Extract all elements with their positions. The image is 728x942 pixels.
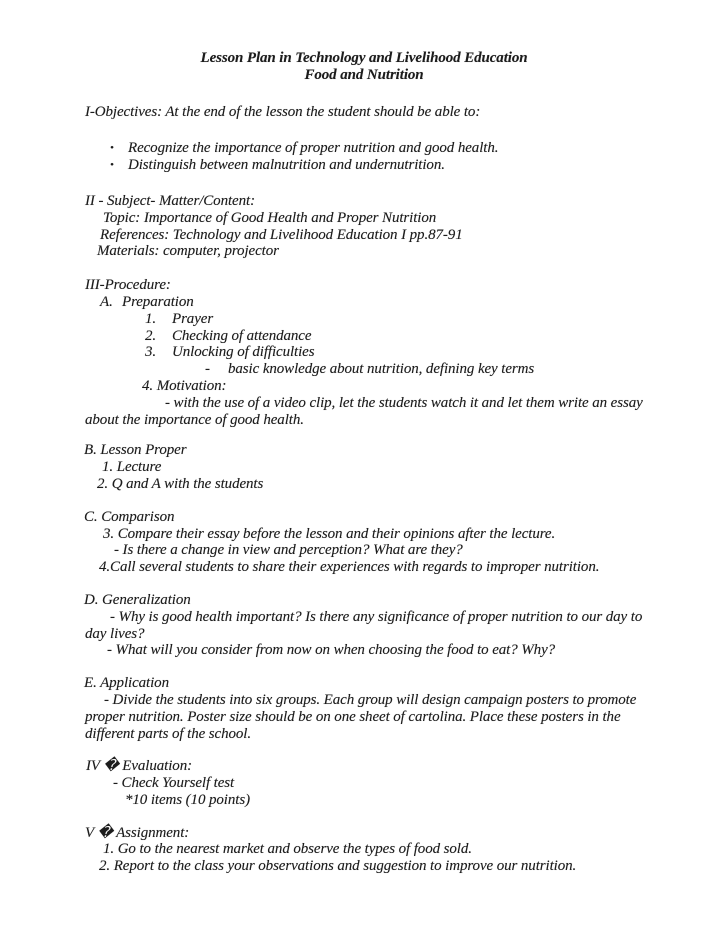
difficulties-note	[205, 361, 728, 378]
subject-materials-line: Materials: computer, projector	[97, 243, 279, 260]
application-heading: E. Application	[84, 675, 169, 692]
application-line: different parts of the school.	[85, 725, 252, 742]
application-line: proper nutrition. Poster size should be on one sheet of cartolina. Place these posters in the	[85, 708, 621, 725]
dash-marker: -	[205, 361, 210, 378]
generalization-line: - Why is good health important? Is there any significance of proper nutrition to our day to	[110, 608, 643, 625]
step-text: Unlocking of difficulties	[172, 344, 315, 361]
motivation-note-line1: - with the use of a video clip, let the students watch it and let them write an essay	[165, 394, 643, 411]
lesson-proper-heading: B. Lesson Proper	[84, 442, 187, 459]
generalization-line: - What will you consider from now on when choosing the food to eat? Why?	[107, 642, 556, 659]
comparison-heading: C. Comparison	[84, 508, 175, 525]
motivation-note-line2: about the importance of good health.	[85, 411, 304, 428]
evaluation-line: *10 items (10 points)	[125, 791, 250, 808]
lesson-proper-item: 1. Lecture	[102, 459, 162, 476]
evaluation-heading: IV � Evaluation:	[86, 758, 192, 775]
preparation-heading	[100, 294, 728, 311]
subject-references-line: References: Technology and Livelihood Education I pp.87-91	[100, 226, 463, 243]
doc-title-line1: Lesson Plan in Technology and Livelihood Education	[200, 50, 528, 66]
subject-topic-line: Topic: Importance of Good Health and Proper Nutrition	[103, 209, 437, 226]
evaluation-line: - Check Yourself test	[113, 775, 235, 792]
comparison-line: - Is there a change in view and perception? What are they?	[114, 542, 463, 559]
comparison-line: 3. Compare their essay before the lesson and their opinions after the lecture.	[103, 525, 556, 542]
comparison-line: 4.Call several students to share their experiences with regards to improper nutrition.	[99, 559, 600, 576]
assignment-heading: V � Assignment:	[85, 824, 190, 841]
assignment-line: 2. Report to the class your observations and suggestion to improve our nutrition.	[99, 858, 577, 875]
preparation-label: Preparation	[122, 293, 194, 310]
objective-bullet-item	[110, 157, 728, 174]
step-text: Prayer	[172, 310, 214, 327]
objective-bullet-item	[110, 140, 728, 157]
bullet-icon: •	[110, 142, 114, 155]
procedure-heading: III-Procedure:	[85, 277, 171, 294]
preparation-step	[145, 328, 728, 345]
preparation-step	[145, 311, 728, 328]
subject-matter-heading: II - Subject- Matter/Content:	[85, 192, 255, 209]
difficulties-note-text: basic knowledge about nutrition, defining key terms	[228, 361, 535, 378]
objective-bullet-text: Recognize the importance of proper nutrition and good health.	[128, 140, 499, 157]
application-line: - Divide the students into six groups. Each group will design campaign posters to promote	[104, 691, 637, 708]
step-marker: 3.	[145, 344, 157, 361]
objective-bullet-text: Distinguish between malnutrition and undernutrition.	[128, 157, 445, 174]
motivation-heading: 4. Motivation:	[142, 377, 227, 394]
lesson-proper-item: 2. Q and A with the students	[97, 475, 264, 492]
generalization-line: day lives?	[85, 625, 145, 642]
doc-title-line2: Food and Nutrition	[304, 66, 424, 83]
step-marker: 1.	[145, 310, 157, 327]
preparation-step	[145, 344, 728, 361]
preparation-marker: A.	[100, 293, 113, 310]
assignment-line: 1. Go to the nearest market and observe the types of food sold.	[103, 841, 472, 858]
step-marker: 2.	[145, 327, 157, 344]
objectives-heading: I-Objectives: At the end of the lesson the student should be able to:	[85, 103, 481, 120]
generalization-heading: D. Generalization	[84, 591, 191, 608]
bullet-icon: •	[110, 159, 114, 172]
step-text: Checking of attendance	[172, 327, 312, 344]
